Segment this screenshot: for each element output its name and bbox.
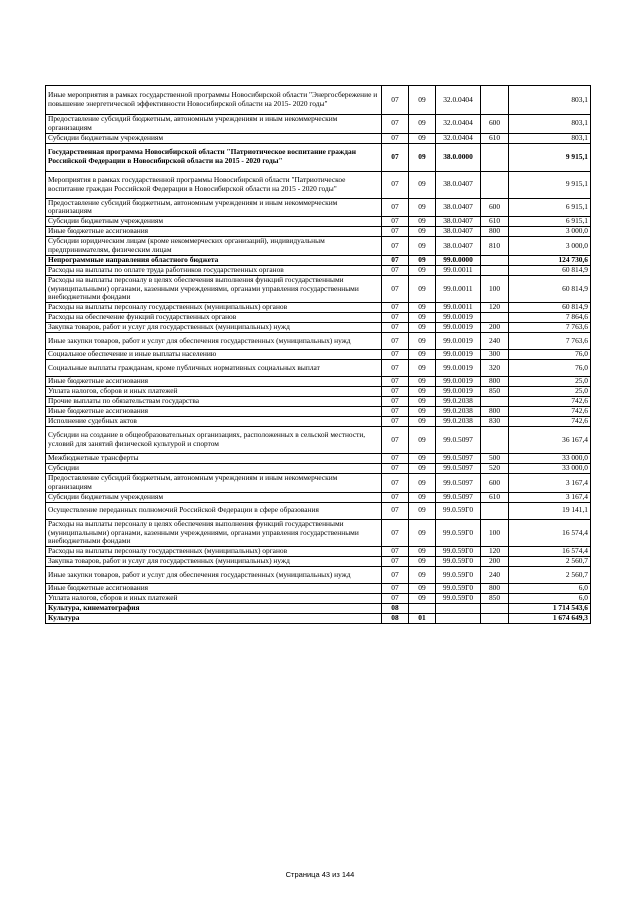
table-row: [46, 198, 591, 217]
cell-pr: 09: [409, 502, 436, 519]
cell-rz: 08: [382, 614, 409, 624]
cell-csr: 99.0.59Г0: [436, 594, 481, 604]
table-row: [46, 407, 591, 417]
cell-vr: 610: [481, 492, 509, 502]
budget-table: [45, 85, 591, 624]
cell-vr: [481, 604, 509, 614]
cell-vr: [481, 265, 509, 275]
cell-pr: 09: [409, 360, 436, 377]
table-row: [46, 275, 591, 302]
table-row: [46, 171, 591, 198]
cell-rz: 07: [382, 333, 409, 350]
cell-pr: 09: [409, 594, 436, 604]
cell-csr: 99.0.2038: [436, 397, 481, 407]
cell-sum: 25,0: [509, 377, 591, 387]
cell-sum: 803,1: [509, 133, 591, 143]
cell-name: Иные закупки товаров, работ и услуг для обеспечения государственных (муниципальных) нужд: [46, 333, 382, 350]
cell-vr: 240: [481, 333, 509, 350]
cell-rz: 07: [382, 360, 409, 377]
cell-csr: 99.0.0011: [436, 303, 481, 313]
table-row: [46, 360, 591, 377]
cell-sum: 76,0: [509, 360, 591, 377]
budget-table-page: [45, 85, 590, 624]
table-row: [46, 454, 591, 464]
cell-name: Мероприятия в рамках государственной программы Новосибирской области "Патриотическое воспитание граждан Российской Федерации в Новосибирской области на 2015 - 2020 годы": [46, 171, 382, 198]
cell-vr: 600: [481, 474, 509, 493]
cell-sum: 76,0: [509, 350, 591, 360]
cell-csr: 99.0.59Г0: [436, 557, 481, 567]
cell-sum: 7 763,6: [509, 323, 591, 333]
table-row: [46, 143, 591, 171]
table-row: [46, 604, 591, 614]
cell-csr: 99.0.59Г0: [436, 547, 481, 557]
cell-vr: 200: [481, 323, 509, 333]
cell-rz: 07: [382, 255, 409, 265]
cell-vr: [481, 502, 509, 519]
cell-vr: 830: [481, 417, 509, 427]
cell-pr: 09: [409, 584, 436, 594]
cell-vr: 800: [481, 377, 509, 387]
cell-rz: 07: [382, 133, 409, 143]
cell-name: Предоставление субсидий бюджетным, автономным учреждениям и иным некоммерческим организациям: [46, 115, 382, 134]
cell-csr: 99.0.59Г0: [436, 502, 481, 519]
cell-vr: 100: [481, 519, 509, 546]
cell-name: Предоставление субсидий бюджетным, автономным учреждениям и иным некоммерческим организациям: [46, 474, 382, 493]
cell-csr: 99.0.0019: [436, 323, 481, 333]
cell-pr: 09: [409, 417, 436, 427]
cell-csr: 99.0.0019: [436, 360, 481, 377]
cell-sum: 742,6: [509, 407, 591, 417]
cell-name: Государственная программа Новосибирской области "Патриотическое воспитание граждан Российской Федерации в Новосибирской области на 2015 - 2020 годы": [46, 143, 382, 171]
table-row: [46, 557, 591, 567]
cell-csr: 99.0.0019: [436, 313, 481, 323]
cell-pr: 09: [409, 237, 436, 256]
cell-vr: 520: [481, 464, 509, 474]
cell-rz: 07: [382, 519, 409, 546]
cell-pr: 09: [409, 474, 436, 493]
table-row: [46, 492, 591, 502]
cell-name: Расходы на выплаты персоналу в целях обеспечения выполнения функций государственными (муниципальными) органами, казенными учреждениями, органами управления государственными внебюджетными фондами: [46, 519, 382, 546]
cell-vr: 120: [481, 303, 509, 313]
cell-csr: 99.0.2038: [436, 417, 481, 427]
cell-rz: 07: [382, 464, 409, 474]
cell-rz: 07: [382, 171, 409, 198]
cell-pr: 09: [409, 227, 436, 237]
cell-csr: 38.0.0000: [436, 143, 481, 171]
cell-pr: 09: [409, 377, 436, 387]
cell-name: Субсидии бюджетным учреждениям: [46, 492, 382, 502]
cell-pr: 09: [409, 519, 436, 546]
table-row: [46, 377, 591, 387]
cell-name: Иные бюджетные ассигнования: [46, 377, 382, 387]
table-row: [46, 567, 591, 584]
cell-csr: 38.0.0407: [436, 237, 481, 256]
cell-pr: 09: [409, 407, 436, 417]
cell-vr: 100: [481, 275, 509, 302]
table-row: [46, 584, 591, 594]
cell-sum: 6,0: [509, 594, 591, 604]
cell-pr: 09: [409, 397, 436, 407]
cell-sum: 6,0: [509, 584, 591, 594]
cell-vr: 800: [481, 407, 509, 417]
cell-vr: 610: [481, 217, 509, 227]
cell-sum: 2 560,7: [509, 557, 591, 567]
cell-name: Исполнение судебных актов: [46, 417, 382, 427]
cell-rz: 07: [382, 417, 409, 427]
cell-sum: 2 560,7: [509, 567, 591, 584]
cell-vr: [481, 143, 509, 171]
cell-pr: 09: [409, 133, 436, 143]
cell-sum: 16 574,4: [509, 547, 591, 557]
cell-sum: 16 574,4: [509, 519, 591, 546]
cell-pr: 09: [409, 143, 436, 171]
cell-rz: 07: [382, 407, 409, 417]
cell-rz: 07: [382, 567, 409, 584]
cell-pr: 09: [409, 275, 436, 302]
cell-vr: 800: [481, 227, 509, 237]
cell-pr: 09: [409, 115, 436, 134]
cell-rz: 07: [382, 227, 409, 237]
cell-pr: 09: [409, 171, 436, 198]
cell-name: Социальные выплаты гражданам, кроме публичных нормативных социальных выплат: [46, 360, 382, 377]
cell-csr: 99.0.59Г0: [436, 584, 481, 594]
cell-sum: 60 814,9: [509, 303, 591, 313]
cell-name: Уплата налогов, сборов и иных платежей: [46, 594, 382, 604]
cell-sum: 803,1: [509, 115, 591, 134]
cell-name: Иные бюджетные ассигнования: [46, 584, 382, 594]
cell-sum: 33 000,0: [509, 454, 591, 464]
cell-sum: 803,1: [509, 86, 591, 115]
cell-name: Расходы на выплаты персоналу государственных (муниципальных) органов: [46, 303, 382, 313]
cell-pr: 09: [409, 547, 436, 557]
cell-rz: 07: [382, 115, 409, 134]
table-row: [46, 265, 591, 275]
cell-rz: 07: [382, 474, 409, 493]
cell-rz: 07: [382, 594, 409, 604]
cell-name: Субсидии бюджетным учреждениям: [46, 133, 382, 143]
cell-name: Иные мероприятия в рамках государственной программы Новосибирской области "Энергосбережение и повышение энергетической эффективности Новосибирской области на 2015- 2020 годы": [46, 86, 382, 115]
table-row: [46, 614, 591, 624]
cell-name: Расходы на выплаты персоналу в целях обеспечения выполнения функций государственными (муниципальными) органами, казенными учреждениями, органами управления государственными внебюджетными фондами: [46, 275, 382, 302]
table-row: [46, 323, 591, 333]
cell-sum: 7 763,6: [509, 333, 591, 350]
cell-vr: 320: [481, 360, 509, 377]
table-row: [46, 115, 591, 134]
table-row: [46, 417, 591, 427]
cell-sum: 7 864,6: [509, 313, 591, 323]
cell-sum: 33 000,0: [509, 464, 591, 474]
cell-csr: 32.0.0404: [436, 115, 481, 134]
table-row: [46, 547, 591, 557]
cell-rz: 07: [382, 427, 409, 454]
cell-pr: 09: [409, 454, 436, 464]
cell-name: Непрограммные направления областного бюджета: [46, 255, 382, 265]
cell-pr: 09: [409, 86, 436, 115]
table-row: [46, 474, 591, 493]
table-row: [46, 313, 591, 323]
cell-csr: 38.0.0407: [436, 217, 481, 227]
cell-csr: 38.0.0407: [436, 198, 481, 217]
cell-csr: [436, 604, 481, 614]
cell-sum: 60 814,9: [509, 275, 591, 302]
cell-name: Иные бюджетные ассигнования: [46, 407, 382, 417]
table-row: [46, 464, 591, 474]
cell-sum: 1 714 543,6: [509, 604, 591, 614]
cell-name: Межбюджетные трансферты: [46, 454, 382, 464]
cell-pr: 01: [409, 614, 436, 624]
cell-pr: 09: [409, 427, 436, 454]
cell-name: Иные бюджетные ассигнования: [46, 227, 382, 237]
cell-pr: 09: [409, 217, 436, 227]
table-row: [46, 397, 591, 407]
cell-rz: 07: [382, 547, 409, 557]
cell-name: Уплата налогов, сборов и иных платежей: [46, 387, 382, 397]
cell-vr: [481, 171, 509, 198]
cell-pr: 09: [409, 557, 436, 567]
table-row: [46, 519, 591, 546]
cell-name: Иные закупки товаров, работ и услуг для обеспечения государственных (муниципальных) нужд: [46, 567, 382, 584]
cell-name: Субсидии юридическим лицам (кроме некоммерческих организаций), индивидуальным предпринимателям, физическим лицам: [46, 237, 382, 256]
cell-pr: 09: [409, 350, 436, 360]
cell-pr: [409, 604, 436, 614]
cell-pr: 09: [409, 303, 436, 313]
cell-name: Предоставление субсидий бюджетным, автономным учреждениям и иным некоммерческим организациям: [46, 198, 382, 217]
cell-name: Культура, кинематография: [46, 604, 382, 614]
cell-vr: 120: [481, 547, 509, 557]
cell-name: Расходы на выплаты персоналу государственных (муниципальных) органов: [46, 547, 382, 557]
cell-pr: 09: [409, 323, 436, 333]
table-row: [46, 387, 591, 397]
cell-pr: 09: [409, 464, 436, 474]
cell-name: Социальное обеспечение и иные выплаты населению: [46, 350, 382, 360]
cell-vr: 810: [481, 237, 509, 256]
cell-vr: [481, 397, 509, 407]
cell-name: Закупка товаров, работ и услуг для государственных (муниципальных) нужд: [46, 557, 382, 567]
cell-rz: 07: [382, 323, 409, 333]
cell-vr: 300: [481, 350, 509, 360]
cell-vr: 850: [481, 594, 509, 604]
cell-sum: 9 915,1: [509, 171, 591, 198]
cell-pr: 09: [409, 255, 436, 265]
cell-name: Прочие выплаты по обязательствам государства: [46, 397, 382, 407]
cell-sum: 742,6: [509, 417, 591, 427]
cell-sum: 3 000,0: [509, 237, 591, 256]
cell-rz: 07: [382, 557, 409, 567]
cell-csr: 99.0.0000: [436, 255, 481, 265]
cell-vr: 200: [481, 557, 509, 567]
cell-name: Субсидии бюджетным учреждениям: [46, 217, 382, 227]
cell-csr: 99.0.5097: [436, 427, 481, 454]
cell-csr: 99.0.5097: [436, 474, 481, 493]
table-row: [46, 255, 591, 265]
cell-sum: 25,0: [509, 387, 591, 397]
cell-vr: 500: [481, 454, 509, 464]
cell-rz: 07: [382, 350, 409, 360]
cell-sum: 36 167,4: [509, 427, 591, 454]
table-row: [46, 333, 591, 350]
table-row: [46, 303, 591, 313]
table-row: [46, 227, 591, 237]
cell-sum: 6 915,1: [509, 198, 591, 217]
cell-vr: 800: [481, 584, 509, 594]
cell-csr: 99.0.59Г0: [436, 567, 481, 584]
cell-sum: 9 915,1: [509, 143, 591, 171]
cell-csr: 99.0.5097: [436, 454, 481, 464]
cell-csr: 99.0.0019: [436, 333, 481, 350]
cell-vr: [481, 255, 509, 265]
cell-csr: 99.0.0011: [436, 265, 481, 275]
table-row: [46, 86, 591, 115]
cell-rz: 07: [382, 217, 409, 227]
table-row: [46, 502, 591, 519]
cell-pr: 09: [409, 198, 436, 217]
cell-rz: 07: [382, 387, 409, 397]
cell-csr: 99.0.0019: [436, 377, 481, 387]
cell-vr: [481, 313, 509, 323]
cell-vr: [481, 427, 509, 454]
cell-rz: 07: [382, 303, 409, 313]
table-row: [46, 350, 591, 360]
cell-name: Расходы на выплаты по оплате труда работников государственных органов: [46, 265, 382, 275]
cell-pr: 09: [409, 567, 436, 584]
cell-rz: 07: [382, 237, 409, 256]
page-number: Страница 43 из 144: [285, 870, 355, 879]
table-row: [46, 133, 591, 143]
cell-csr: 99.0.0011: [436, 275, 481, 302]
cell-rz: 07: [382, 397, 409, 407]
cell-sum: 3 167,4: [509, 492, 591, 502]
cell-rz: 07: [382, 584, 409, 594]
cell-sum: 19 141,1: [509, 502, 591, 519]
cell-vr: 850: [481, 387, 509, 397]
cell-sum: 3 000,0: [509, 227, 591, 237]
cell-csr: 99.0.5097: [436, 464, 481, 474]
cell-csr: 99.0.2038: [436, 407, 481, 417]
cell-sum: 1 674 649,3: [509, 614, 591, 624]
cell-name: Субсидии на создание в общеобразовательных организациях, расположенных в сельской местности, условий для занятий физической культурой и спортом: [46, 427, 382, 454]
cell-name: Расходы на обеспечение функций государственных органов: [46, 313, 382, 323]
cell-name: Закупка товаров, работ и услуг для государственных (муниципальных) нужд: [46, 323, 382, 333]
cell-vr: 600: [481, 198, 509, 217]
cell-sum: 6 915,1: [509, 217, 591, 227]
cell-vr: [481, 86, 509, 115]
cell-pr: 09: [409, 265, 436, 275]
table-row: [46, 237, 591, 256]
cell-vr: 610: [481, 133, 509, 143]
cell-rz: 07: [382, 275, 409, 302]
cell-sum: 742,6: [509, 397, 591, 407]
cell-pr: 09: [409, 492, 436, 502]
cell-name: Субсидии: [46, 464, 382, 474]
cell-rz: 07: [382, 454, 409, 464]
cell-pr: 09: [409, 387, 436, 397]
cell-rz: 07: [382, 313, 409, 323]
table-row: [46, 594, 591, 604]
cell-name: Культура: [46, 614, 382, 624]
cell-pr: 09: [409, 313, 436, 323]
cell-rz: 07: [382, 143, 409, 171]
cell-rz: 08: [382, 604, 409, 614]
cell-rz: 07: [382, 492, 409, 502]
cell-rz: 07: [382, 265, 409, 275]
cell-rz: 07: [382, 377, 409, 387]
cell-rz: 07: [382, 502, 409, 519]
cell-csr: 38.0.0407: [436, 171, 481, 198]
cell-pr: 09: [409, 333, 436, 350]
cell-vr: 240: [481, 567, 509, 584]
cell-rz: 07: [382, 86, 409, 115]
cell-csr: 99.0.59Г0: [436, 519, 481, 546]
cell-name: Осуществление переданных полномочий Российской Федерации в сфере образования: [46, 502, 382, 519]
cell-vr: 600: [481, 115, 509, 134]
table-row: [46, 427, 591, 454]
cell-sum: 124 730,6: [509, 255, 591, 265]
cell-vr: [481, 614, 509, 624]
table-row: [46, 217, 591, 227]
cell-sum: 60 814,9: [509, 265, 591, 275]
page-footer: [0, 870, 640, 879]
cell-csr: 32.0.0404: [436, 133, 481, 143]
cell-csr: 99.0.0019: [436, 387, 481, 397]
cell-csr: 99.0.0019: [436, 350, 481, 360]
cell-sum: 3 167,4: [509, 474, 591, 493]
cell-rz: 07: [382, 198, 409, 217]
cell-csr: 32.0.0404: [436, 86, 481, 115]
cell-csr: [436, 614, 481, 624]
cell-csr: 38.0.0407: [436, 227, 481, 237]
cell-csr: 99.0.5097: [436, 492, 481, 502]
